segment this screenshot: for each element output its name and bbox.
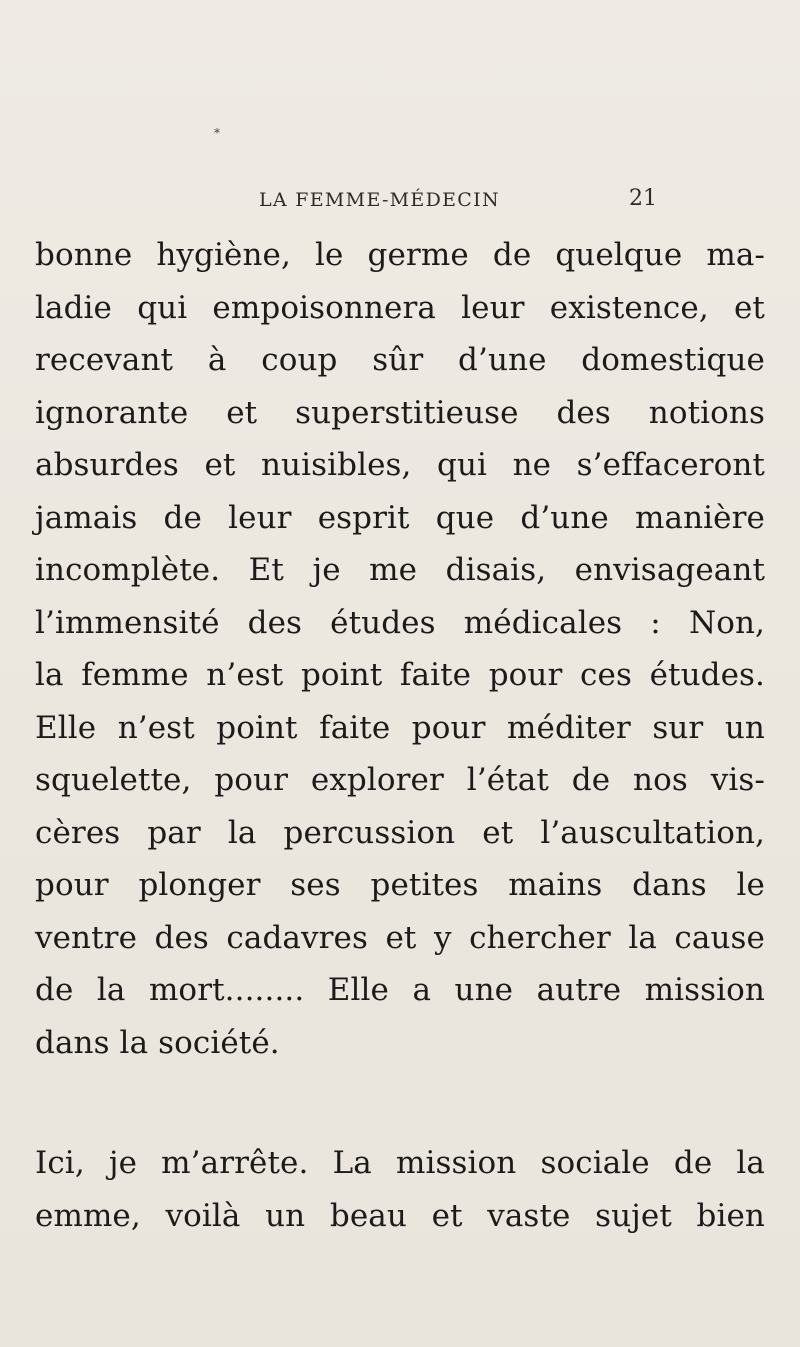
text-line: emme, voilà un beau et vaste sujet bien: [35, 1197, 765, 1234]
text-line: cères par la percussion et l’auscultation,: [35, 814, 765, 851]
text-line: squelette, pour explorer l’état de nos vis-: [35, 762, 765, 798]
text-line: pour plonger ses petites mains dans le: [35, 867, 765, 903]
running-head: LA FEMME-MÉDECIN: [259, 189, 500, 211]
ink-speck: *: [214, 126, 220, 140]
text-line: ignorante et superstitieuse des notions: [35, 394, 765, 431]
text-line-paragraph-end: dans la société.: [35, 1024, 280, 1061]
text-line: bonne hygiène, le germe de quelque ma-: [35, 237, 765, 273]
text-line: ladie qui empoisonnera leur existence, et: [35, 289, 765, 326]
text-line: jamais de leur esprit que d’une manière: [35, 499, 765, 536]
text-line: absurdes et nuisibles, qui ne s’effaceront: [35, 447, 765, 483]
text-line: Ici, je m’arrête. La mission sociale de la: [35, 1145, 765, 1181]
text-line: l’immensité des études médicales : Non,: [35, 604, 765, 641]
text-line: ventre des cadavres et y chercher la cause: [35, 919, 765, 956]
text-line: de la mort........ Elle a une autre mission: [35, 972, 765, 1008]
text-line: incomplète. Et je me disais, envisageant: [35, 552, 765, 588]
page-number: 21: [629, 186, 657, 211]
body-text: [35, 229, 765, 1242]
paragraph-gap: [35, 1069, 765, 1137]
text-line: la femme n’est point faite pour ces études.: [35, 657, 765, 693]
text-line: recevant à coup sûr d’une domestique: [35, 342, 765, 378]
text-line: Elle n’est point faite pour méditer sur un: [35, 709, 765, 746]
